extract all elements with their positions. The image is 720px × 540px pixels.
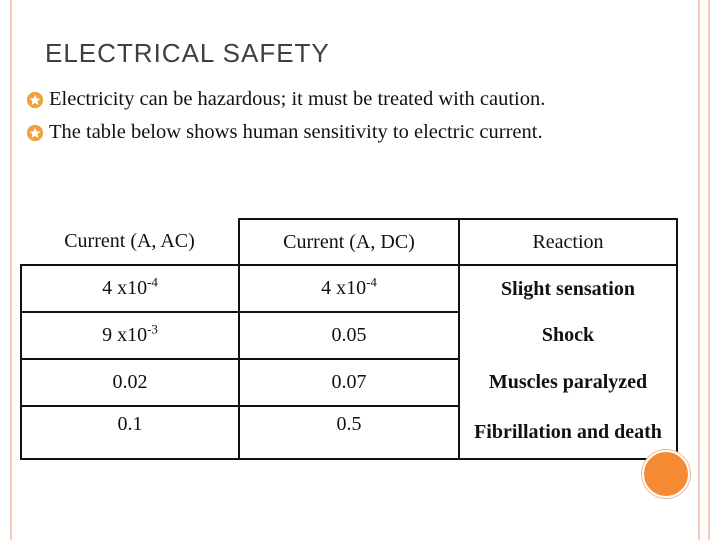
cell-ac	[21, 406, 239, 459]
table-header-row	[21, 219, 677, 265]
table-row	[21, 265, 677, 312]
cell-dc-base: 0.07	[331, 371, 367, 393]
bullet-text: Electricity can be hazardous; it must be treated with caution.	[49, 88, 546, 110]
table-row	[21, 359, 677, 406]
bullet-item	[26, 83, 545, 116]
cell-ac	[21, 265, 239, 312]
bullet-text: The table below shows human sensitivity to electric current.	[49, 121, 543, 143]
decorative-orange-circle	[642, 450, 690, 498]
cell-ac-base: 0.1	[117, 413, 143, 435]
table-row	[21, 312, 677, 359]
frame-line-right-outer	[708, 0, 710, 540]
star-icon	[26, 91, 44, 109]
cell-ac-base: 0.02	[112, 371, 148, 393]
cell-ac-base: 9 x10	[102, 324, 148, 346]
table-row	[21, 406, 677, 459]
frame-line-right-inner	[698, 0, 700, 540]
current-sensitivity-table	[20, 218, 678, 460]
header-ac: Current (A, AC)	[64, 230, 195, 252]
cell-ac	[21, 359, 239, 406]
star-icon	[26, 124, 44, 142]
bullet-list	[26, 83, 545, 149]
cell-reaction: Fibrillation and death	[459, 406, 677, 459]
frame-line-left	[10, 0, 12, 540]
cell-dc-base: 0.05	[331, 324, 367, 346]
cell-reaction: Shock	[459, 312, 677, 359]
cell-dc-base: 0.5	[336, 413, 362, 435]
slide-title: ELECTRICAL SAFETY	[45, 38, 330, 68]
header-reaction: Reaction	[459, 219, 677, 265]
cell-ac-exponent: -4	[147, 274, 158, 290]
cell-dc	[239, 312, 459, 359]
cell-reaction: Muscles paralyzed	[459, 359, 677, 406]
cell-dc-exponent: -4	[366, 274, 377, 290]
header-dc: Current (A, DC)	[239, 219, 459, 265]
cell-reaction: Slight sensation	[459, 265, 677, 312]
cell-dc	[239, 359, 459, 406]
cell-ac	[21, 312, 239, 359]
cell-dc-base: 4 x10	[321, 277, 367, 299]
cell-dc	[239, 265, 459, 312]
cell-ac-base: 4 x10	[102, 277, 148, 299]
cell-ac-exponent: -3	[147, 321, 158, 337]
cell-dc	[239, 406, 459, 459]
bullet-item	[26, 116, 545, 149]
